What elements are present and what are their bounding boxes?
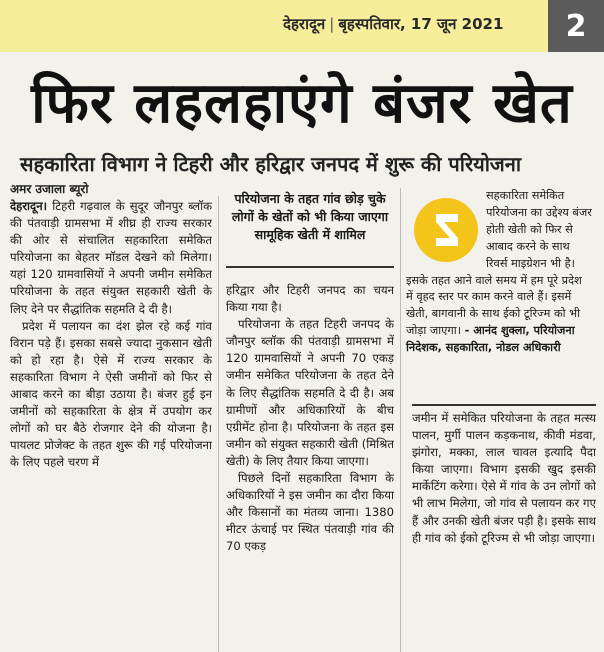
byline: अमर उजाला ब्यूरो [10, 182, 89, 196]
subheadline: सहकारिता विभाग ने टिहरी और हरिद्वार जनपद में शुरू की परियोजना [20, 152, 522, 176]
dateline-city: देहरादून [283, 15, 326, 33]
quote-text-full: इसके तहत आने वाले समय में हम पूरे प्रदेश में वृहद स्तर पर काम करने वाले हैं। इसमें खेती, बागवानी के साथ ईको टूरिज्म को भी जोड़ा जाएगा। [406, 273, 582, 338]
column-1 [10, 198, 212, 652]
paragraph-4: परियोजना के तहत टिहरी जनपद के जौनपुर ब्लॉक की पंतवाड़ी ग्रामसभा में 120 ग्रामवासियों ने अपनी 70 एकड़ जमीन समेकित परियोजना के तहत देने के लिए सैद्धांतिक सहमति दे दी है। अब ग्रामीणों और अधिकारियों के बीच एग्रीमेंट होना है। परियोजना के तहत इस जमीन को संयुक्त सहकारी खेती (मिश्रित खेती) के लिए तैयार किया जाएगा। [226, 317, 394, 468]
paragraph-1-text: टिहरी गढ़वाल के सुदूर जौनपुर ब्लॉक की पंतवाड़ी ग्रामसभा में शीघ्र ही राज्य सरकार की ओर से संचालित सहकारिता समेकित परियोजना का बेहतर मॉडल देखने को मिलेगा। यहां 120 ग्रामवासियों ने अपनी जमीन समेकित परियोजना के तहत संयुक्त सहकारी खेती के लिए देने पर सैद्धांतिक सहमति दे दी है। [10, 199, 212, 316]
dateline-separator: | [329, 15, 335, 33]
column-2 [226, 282, 394, 652]
page-number: 2 [548, 0, 604, 52]
headline: फिर लहलहाएंगे बंजर खेत [31, 71, 573, 136]
dateline-date: बृहस्पतिवार, 17 जून 2021 [338, 15, 504, 33]
column-3 [412, 410, 596, 652]
quote-box-rule [412, 404, 596, 406]
paragraph-3: हरिद्वार और टिहरी जनपद का चयन किया गया है। [226, 283, 394, 315]
paragraph-1 [10, 198, 212, 318]
quote-text [406, 188, 592, 357]
pull-quote: परियोजना के तहत गांव छोड़ चुके लोगों के खेतों को भी किया जाएगा सामूहिक खेती में शामिल [226, 190, 394, 268]
dateline-location: देहरादून। [10, 199, 48, 213]
quote-box [406, 188, 596, 408]
quote-attribution: - आनंद शुक्ला, परियोजना निदेशक, सहकारिता, नोडल अधिकारी [406, 324, 575, 355]
dateline [283, 14, 503, 38]
paragraph-2: प्रदेश में पलायन का दंश झेल रहे कई गांव विरान पड़े हैं। इसका सबसे ज्यादा नुकसान खेती को हो रहा है। ऐसे में राज्य सरकार के सहकारिता विभाग ने ऐसी जमीनों को फिर से आबाद करने का बीड़ा उठाया है। बंजर हुई इन जमीनों को सहकारिता के क्षेत्र में उपयोग कर लोगों को घर बैठे रोजगार देने की योजना है। पायलट प्रोजेक्ट के तहत शुरू की गई परियोजना के लिए पहले चरण में [10, 318, 212, 470]
column-rule-1 [218, 196, 219, 652]
quote-text-indented: सहकारिता समेकित परियोजना का उद्देश्य बंजर होती खेती को फिर से आबाद करने के साथ रिवर्स माइग्रेशन भी है। [486, 189, 592, 270]
paragraph-6: जमीन में समेकित परियोजना के तहत मत्स्य पालन, मुर्गी पालन कड़कनाथ, कीवी मंडवा, झंगोरा, मक्का, लाल चावल इत्यादि पैदा किया जाएगा। विभाग इसकी खुद इसकी मार्केटिंग करेगा। ऐसे में गांव के उन लोगों को भी लाभ मिलेगा, जो गांव से पलायन कर गए हैं और उनकी खेती बंजर पड़ी है। इसके साथ ही गांव को ईको टूरिज्म से भी जोड़ा जाएगा। [412, 411, 596, 545]
paragraph-5: पिछले दिनों सहकारिता विभाग के अधिकारियों ने इस जमीन का दौरा किया और किसानों का मंतव्य जाना। 1380 मीटर ऊंचाई पर स्थित पंतवाड़ी गांव की 70 एकड़ [226, 471, 394, 554]
column-rule-2 [400, 188, 401, 652]
